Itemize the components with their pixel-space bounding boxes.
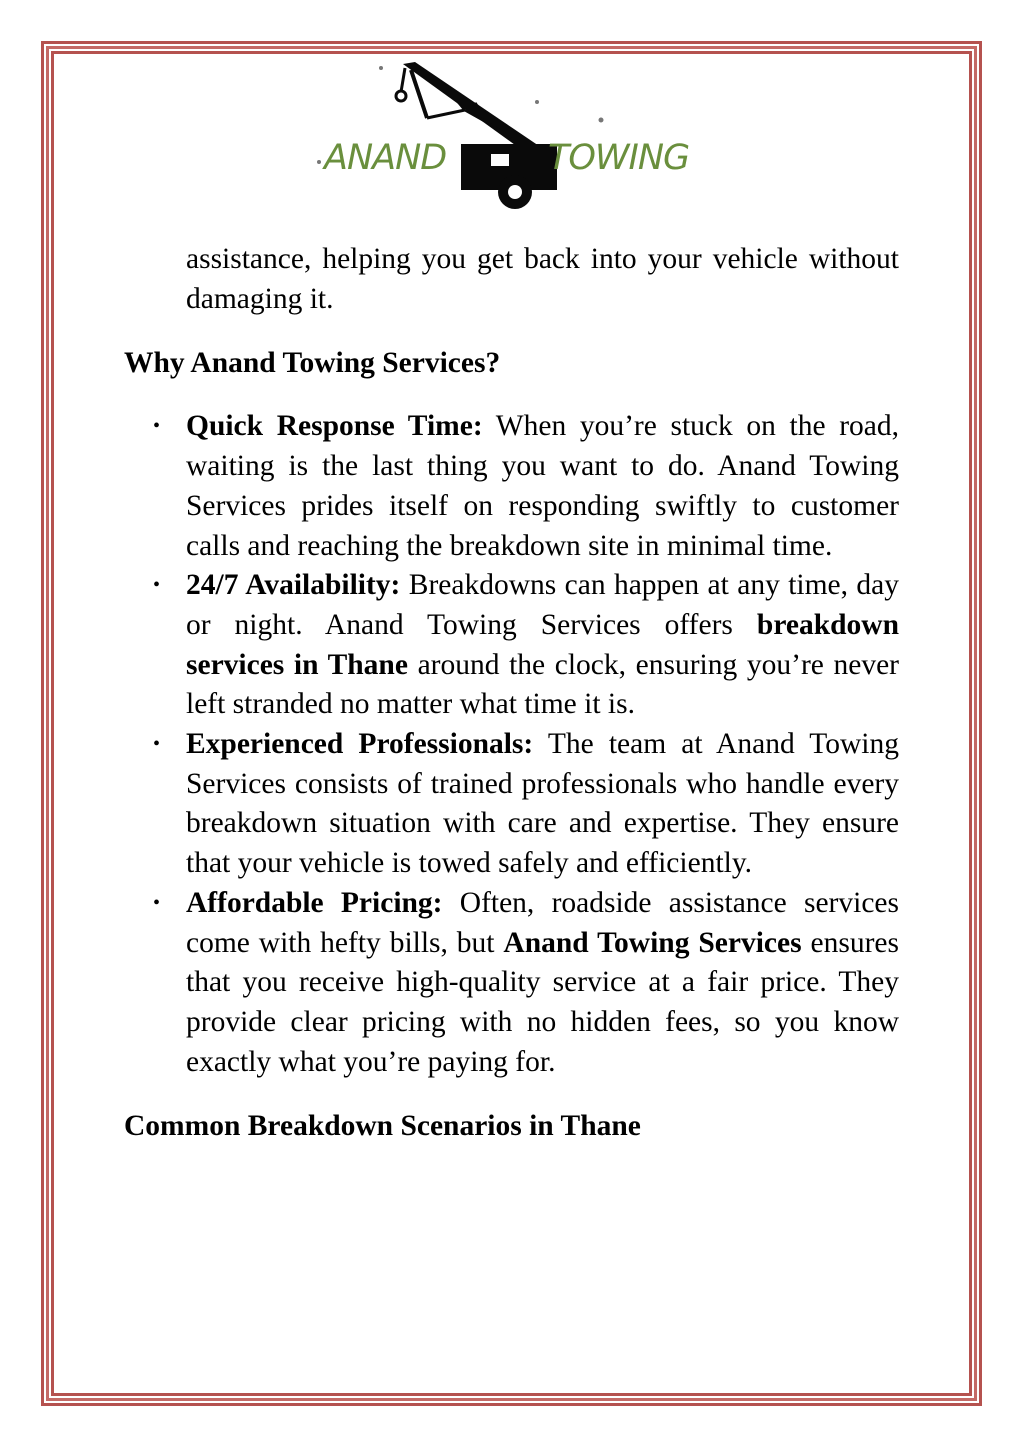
bullet-icon: • (153, 415, 161, 438)
bullet-text: around the clock, ensuring you’re never left stranded no matter what time it is. (186, 648, 899, 721)
bullet-icon: • (153, 733, 161, 756)
bullet-text: Breakdowns can happen at any time, day or night. Anand Towing Services offers (186, 569, 900, 641)
bullet-text: ensures that you receive high-quality service at a fair price. They provide clear pricing with no hidden fees, so you know exactly what you’re paying for. (186, 926, 899, 1078)
heading-why-anand: Why Anand Towing Services? (124, 347, 501, 380)
list-item-availability (124, 566, 899, 725)
benefits-list (124, 407, 899, 1082)
bullet-icon: • (153, 574, 161, 597)
list-item-pricing (124, 884, 899, 1083)
bullet-text: The team at Anand Towing Services consists of trained professionals who handle every breakdown situation with care and expertise. They ensure that your vehicle is towed safely and efficiently. (186, 728, 899, 880)
document-body (124, 240, 899, 1146)
bullet-title: Experienced Professionals: (186, 728, 534, 761)
bullet-icon: • (153, 891, 161, 914)
bullet-title: Affordable Pricing: (186, 886, 443, 919)
heading-common-scenarios: Common Breakdown Scenarios in Thane (124, 1110, 641, 1143)
logo-text-anand: ANAND (324, 138, 447, 178)
bullet-text: Often, roadside assistance services come with hefty bills, but (186, 886, 899, 959)
list-item-quick-response (124, 407, 899, 566)
list-item-professionals (124, 725, 899, 884)
bullet-emphasis: breakdown services in Thane (186, 608, 899, 681)
bullet-title: 24/7 Availability: (186, 569, 401, 602)
intro-paragraph: assistance, helping you get back into your vehicle without damaging it. (186, 243, 899, 315)
bullet-text: When you’re stuck on the road, waiting is the last thing you want to do. Anand Towing Services prides itself on responding swiftly to customer calls and reaching the breakdown site in minimal time. (186, 410, 899, 562)
logo-text-towing: TOWING (548, 138, 690, 178)
bullet-emphasis: Anand Towing Services (503, 926, 802, 959)
bullet-title: Quick Response Time: (186, 410, 483, 443)
